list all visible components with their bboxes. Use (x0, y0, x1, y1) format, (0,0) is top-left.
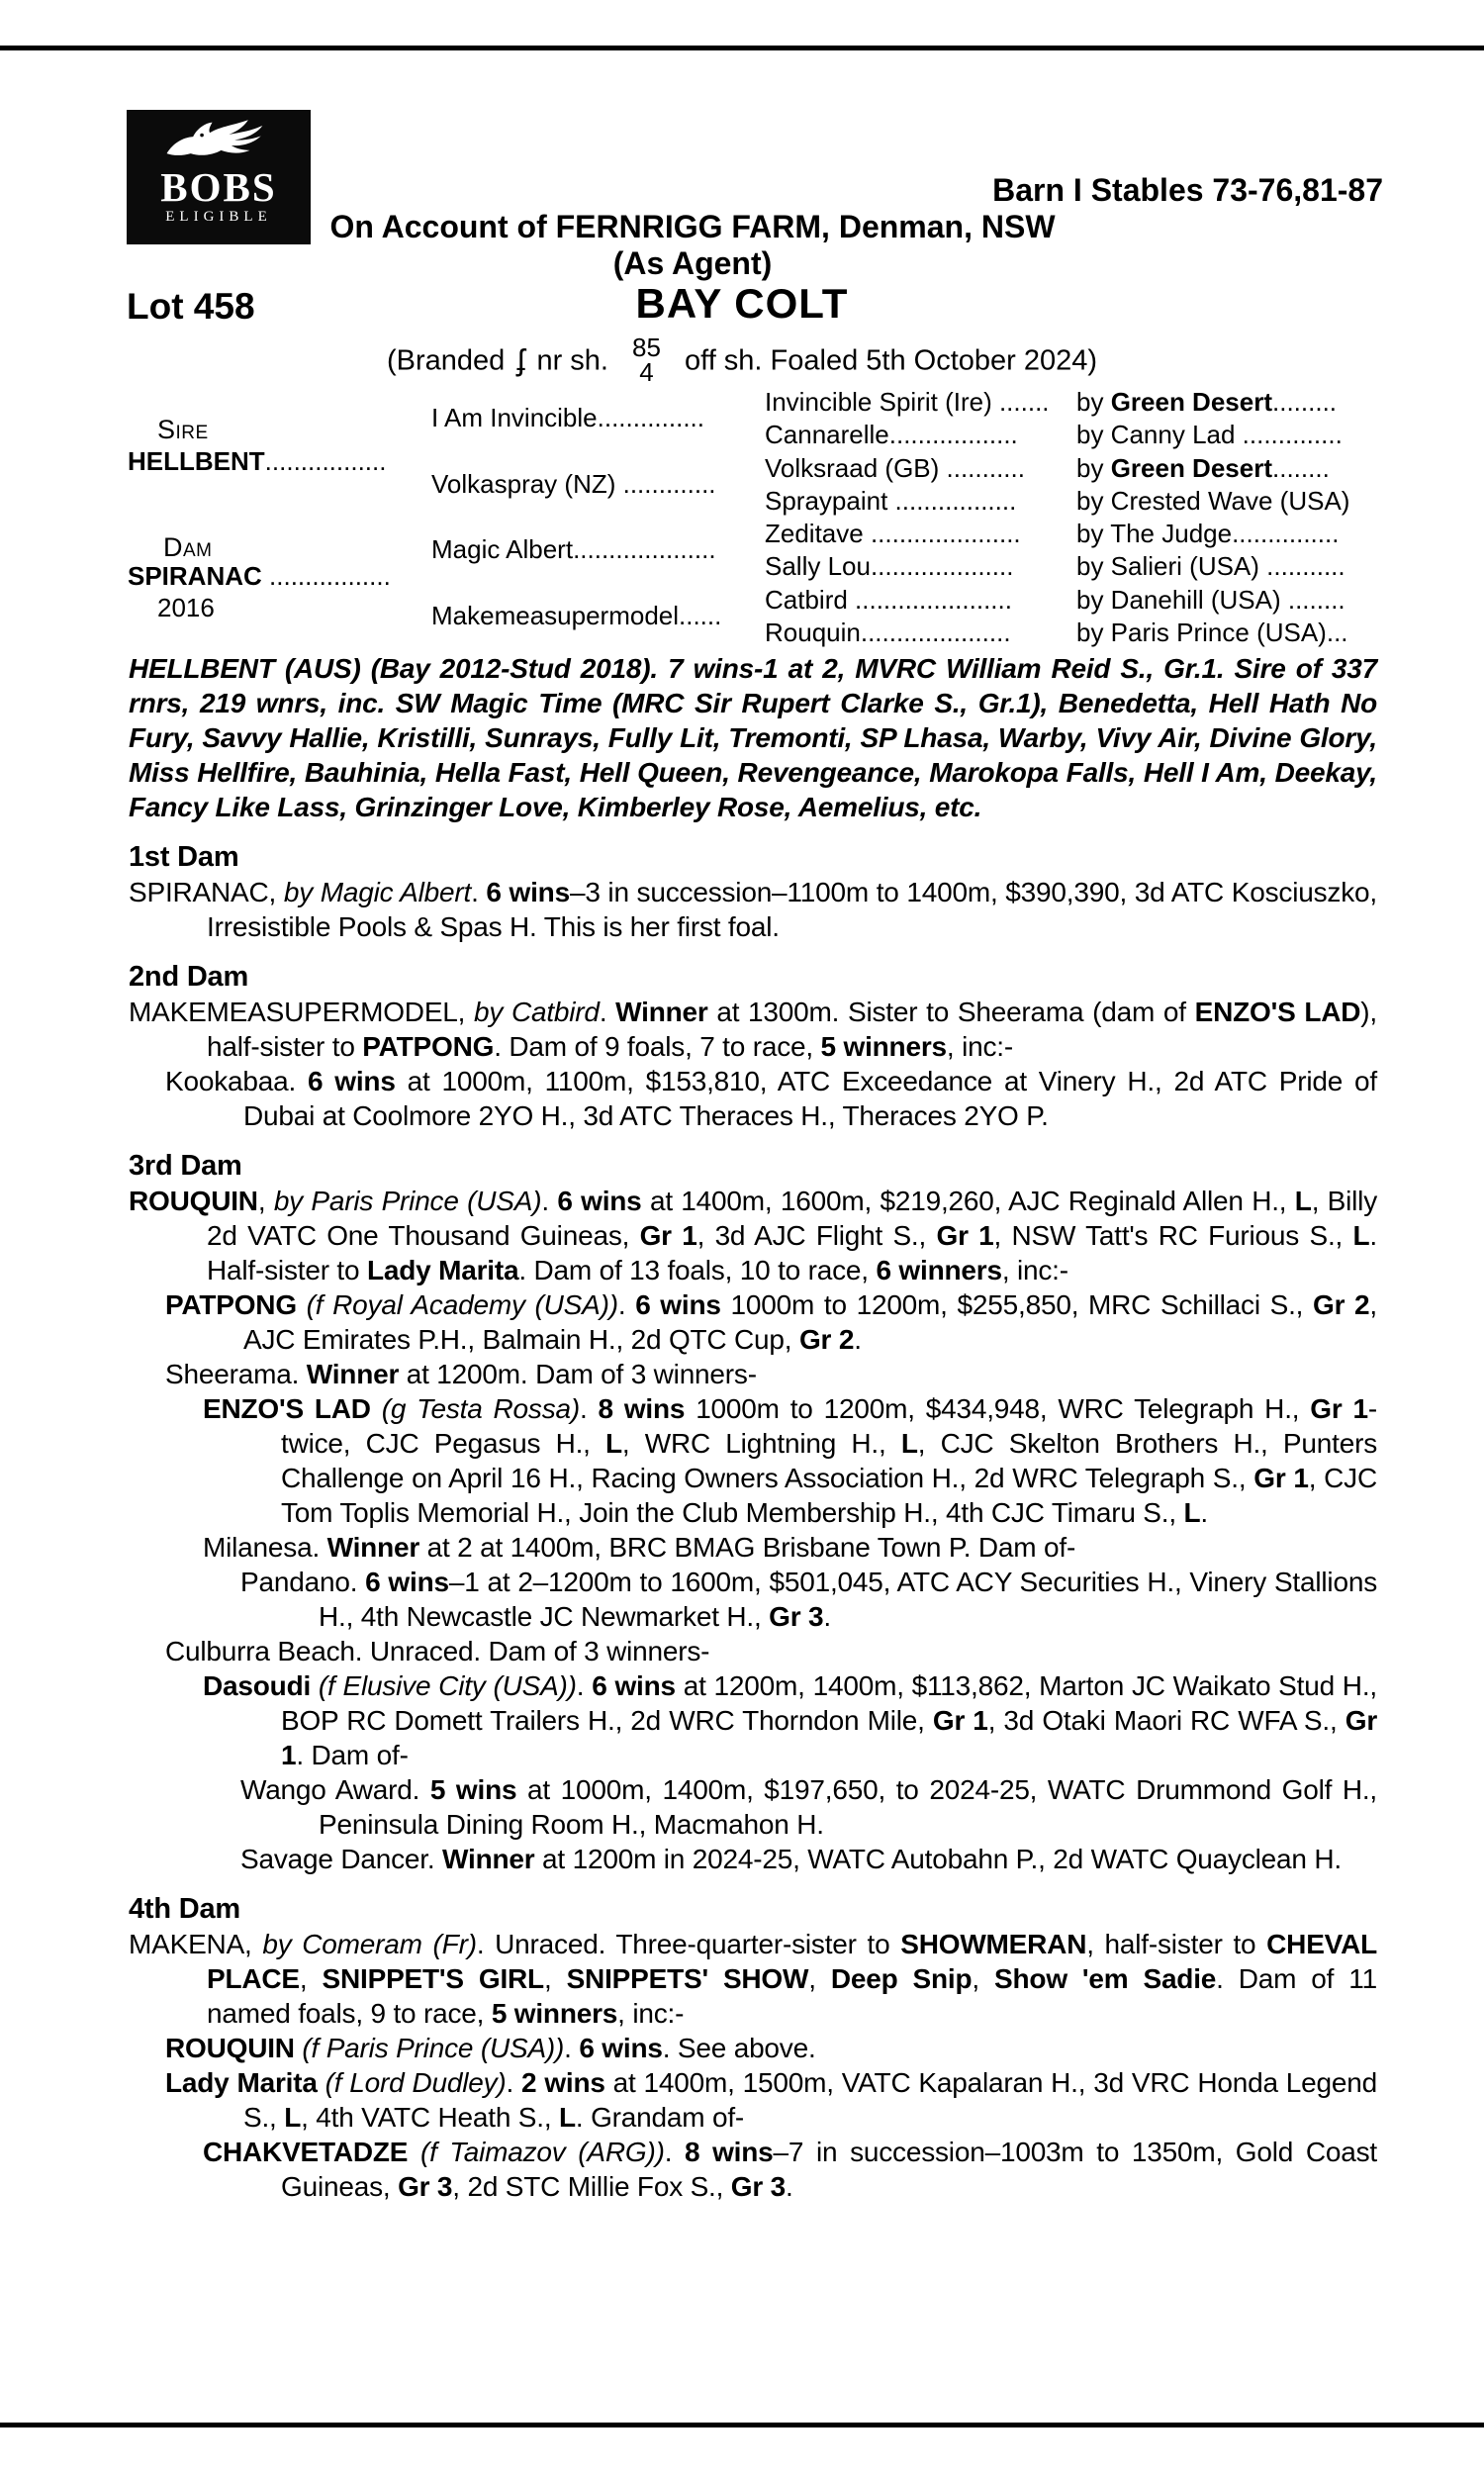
parent-sire-of-dam: Magic Albert.................... (431, 534, 716, 564)
broodmare-sire: by Danehill (USA) ........ (1076, 584, 1345, 615)
pedigree-paragraph: Pandano. 6 wins–1 at 2–1200m to 1600m, $501,045, ATC ACY Securities H., Vinery Stallions H., 4th Newcastle JC Newmarket H., Gr 3. (240, 1567, 1377, 1632)
broodmare-sire: by Salieri (USA) ........... (1076, 551, 1345, 582)
dam-heading: 1st Dam (129, 841, 239, 873)
barn-info: Barn I Stables 73-76,81-87 (992, 172, 1383, 208)
parent-dam-of-dam: Makemeasupermodel...... (431, 601, 722, 630)
pedigree-paragraph: Lady Marita (f Lord Dudley). 2 wins at 1400m, 1500m, VATC Kapalaran H., 3d VRC Honda Legend S., L, 4th VATC Heath S., L. Grandam of- (165, 2067, 1378, 2133)
parent-sire-of-sire: I Am Invincible............... (431, 403, 704, 432)
broodmare-sires-column (1076, 386, 1349, 649)
grandparent: Volksraad (GB) ........... (765, 452, 1025, 483)
dam-year: 2016 (157, 593, 215, 622)
grandparent: Spraypaint ................. (765, 485, 1017, 516)
grandparent: Catbird ...................... (765, 584, 1012, 615)
pedigree-paragraph: MAKENA, by Comeram (Fr). Unraced. Three-quarter-sister to SHOWMERAN, half-sister to CHEVAL PLACE, SNIPPET'S GIRL, SNIPPETS' SHOW, Deep Snip, Show 'em Sadie. Dam of 11 named foals, 9 to race, 5 winners, inc:- (129, 1929, 1377, 2029)
pedigree-paragraph: Milanesa. Winner at 2 at 1400m, BRC BMAG Brisbane Town P. Dam of- (203, 1532, 1076, 1563)
pedigree-table (114, 386, 1400, 663)
agent-line: (As Agent) (612, 245, 773, 281)
brand-number-top: 85 (632, 333, 661, 362)
broodmare-sire: by Green Desert........ (1076, 452, 1330, 483)
pedigree-paragraph: CHAKVETADZE (f Taimazov (ARG)). 8 wins–7 in succession–1003m to 1350m, Gold Coast Guineas, Gr 3, 2d STC Millie Fox S., Gr 3. (203, 2137, 1377, 2202)
pedigree-paragraph: Kookabaa. 6 wins at 1000m, 1100m, $153,810, ATC Exceedance at Vinery H., 2d ATC Pride of Dubai at Coolmore 2YO H., 3d ATC Theraces H., Theraces 2YO P. (165, 1066, 1377, 1131)
dam-sections (129, 840, 1377, 2204)
vendor-line: On Account of FERNRIGG FARM, Denman, NSW (329, 209, 1056, 244)
sire-name: HELLBENT................. (128, 446, 387, 476)
grandparent: Invincible Spirit (Ire) ....... (765, 387, 1050, 417)
grandparent: Zeditave ..................... (765, 519, 1021, 549)
brand-symbol: ʄ (516, 341, 525, 377)
pedigree-paragraph: Savage Dancer. Winner at 1200m in 2024-25, WATC Autobahn P., 2d WATC Quayclean H. (240, 1844, 1342, 1874)
sire-summary: HELLBENT (AUS) (Bay 2012-Stud 2018). 7 wins-1 at 2, MVRC William Reid S., Gr.1. Sire of 337 rnrs, 219 wnrs, inc. SW Magic Time (MRC Sir Rupert Clarke S., Gr.1), Benedetta, Hell Hath No Fury, Savvy Hallie, Kristilli, Sunrays, Fully Lit, Tremonti, SP Lhasa, Warby, Vivy Air, Divine Glory, Miss Hellfire, Bauhinia, Hella Fast, Hell Queen, Revengeance, Marokopa Falls, Hell I Am, Deekay, Fancy Like Lass, Grinzinger Love, Kimberley Rose, Aemelius, etc. (129, 653, 1377, 822)
dam-heading: 2nd Dam (129, 961, 249, 993)
top-rule (0, 46, 1484, 50)
page-title: BAY COLT (635, 280, 849, 327)
pedigree-paragraph: MAKEMEASUPERMODEL, by Catbird. Winner at 1300m. Sister to Sheerama (dam of ENZO'S LAD), half-sister to PATPONG. Dam of 9 foals, 7 to race, 5 winners, inc:- (129, 997, 1377, 1062)
pedigree-paragraph: Culburra Beach. Unraced. Dam of 3 winners- (165, 1636, 710, 1666)
broodmare-sire: by Canny Lad .............. (1076, 420, 1343, 450)
pedigree-paragraph: PATPONG (f Royal Academy (USA)). 6 wins 1000m to 1200m, $255,850, MRC Schillaci S., Gr 2, AJC Emirates P.H., Balmain H., 2d QTC Cup, Gr 2. (165, 1289, 1377, 1355)
dam-name: SPIRANAC ................. (128, 561, 391, 591)
broodmare-sire: by The Judge............... (1076, 519, 1340, 549)
logo-text: BOBS (160, 164, 277, 210)
pedigree-paragraph: ROUQUIN, by Paris Prince (USA). 6 wins at 1400m, 1600m, $219,260, AJC Reginald Allen H., L, Billy 2d VATC One Thousand Guineas, Gr 1, 3d AJC Flight S., Gr 1, NSW Tatt's RC Furious S., L. Half-sister to Lady Marita. Dam of 13 foals, 10 to race, 6 winners, inc:- (129, 1186, 1377, 1285)
brand-number-bottom: 4 (639, 357, 654, 387)
pedigree-paragraph: Sheerama. Winner at 1200m. Dam of 3 winners- (165, 1359, 757, 1389)
pedigree-text (129, 651, 1377, 2204)
branding-prefix: (Branded (386, 344, 506, 377)
branding-line (0, 333, 1484, 387)
pedigree-paragraph: ROUQUIN (f Paris Prince (USA)). 6 wins. See above. (165, 2033, 816, 2063)
pedigree-paragraph: ENZO'S LAD (g Testa Rossa). 8 wins 1000m to 1200m, $434,948, WRC Telegraph H., Gr 1-twice, CJC Pegasus H., L, WRC Lightning H., L, CJC Skelton Brothers H., Punters Challenge on April 16 H., Racing Owners Association H., 2d WRC Telegraph S., Gr 1, CJC Tom Toplis Memorial H., Join the Club Membership H., 4th CJC Timaru S., L. (203, 1393, 1377, 1528)
broodmare-sire: by Paris Prince (USA)... (1076, 618, 1348, 648)
parent-dam-of-sire: Volkaspray (NZ) ............. (431, 469, 716, 499)
lot-number: Lot 458 (127, 286, 255, 327)
grandparent: Cannarelle.................. (765, 420, 1018, 450)
bottom-rule (0, 2423, 1484, 2427)
logo-subtext: ELIGIBLE (165, 209, 272, 225)
grandparent: Sally Lou.................... (765, 551, 1014, 582)
branding-suffix: off sh. Foaled 5th October 2024) (685, 344, 1098, 377)
dam-heading: 3rd Dam (129, 1150, 242, 1182)
dam-heading: 4th Dam (129, 1893, 241, 1925)
pedigree-paragraph: Wango Award. 5 wins at 1000m, 1400m, $197,650, to 2024-25, WATC Drummond Golf H., Peninsula Dining Room H., Macmahon H. (240, 1774, 1377, 1840)
dam-label: Dam (163, 532, 213, 562)
branding-near-side: nr sh. (536, 344, 608, 377)
broodmare-sire: by Green Desert......... (1076, 387, 1338, 417)
pedigree-paragraph: Dasoudi (f Elusive City (USA)). 6 wins at 1200m, 1400m, $113,862, Marton JC Waikato Stud H., BOP RC Domett Trailers H., 2d WRC Thorndon Mile, Gr 1, 3d Otaki Maori RC WFA S., Gr 1. Dam of- (203, 1670, 1378, 1770)
grandparent: Rouquin..................... (765, 618, 1011, 648)
grandparents-column (765, 386, 1050, 649)
brand-numbers (632, 335, 661, 385)
horse-head-icon (143, 117, 294, 166)
broodmare-sire: by Crested Wave (USA) (1076, 485, 1350, 516)
pedigree-paragraph: SPIRANAC, by Magic Albert. 6 wins–3 in succession–1100m to 1400m, $390,390, 3d ATC Kosciuszko, Irresistible Pools & Spas H. This is her first foal. (129, 877, 1377, 942)
sire-label: Sire (157, 415, 209, 444)
